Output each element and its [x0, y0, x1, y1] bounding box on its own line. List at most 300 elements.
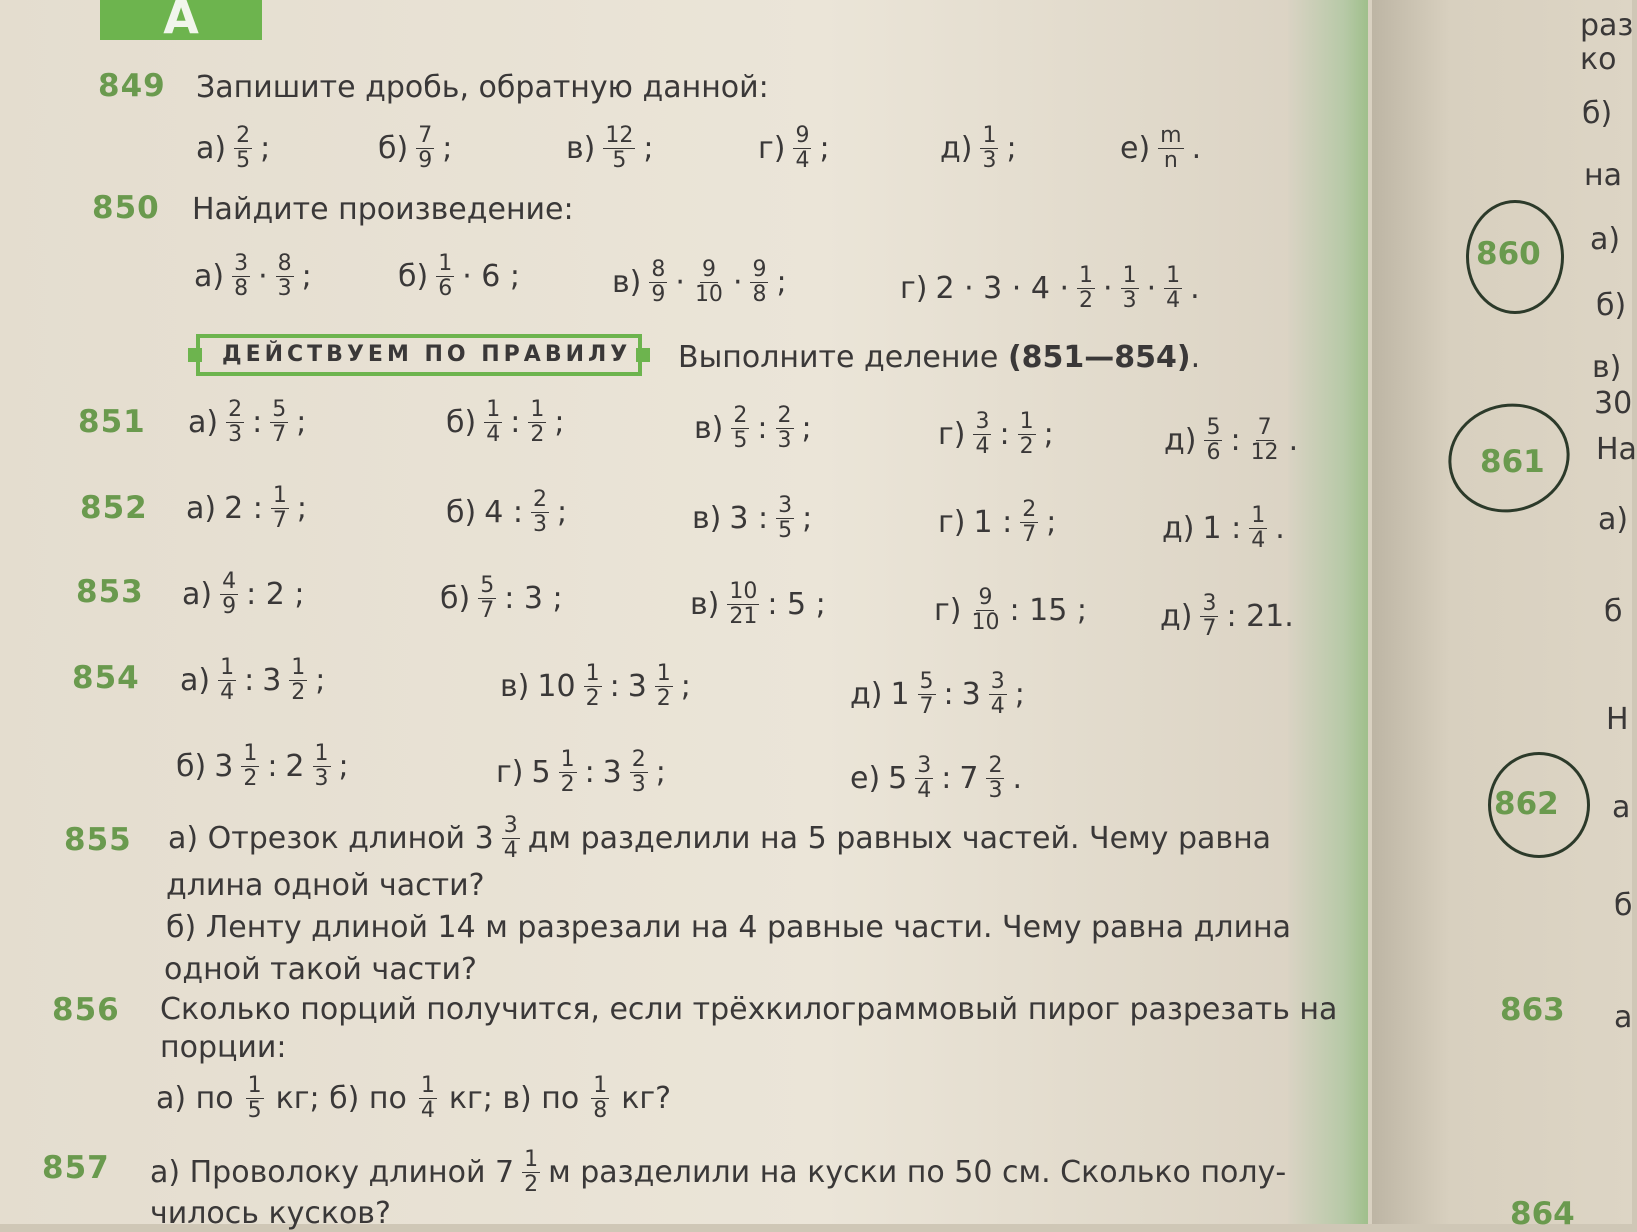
exercise-853-item — [1160, 592, 1294, 641]
fraction — [1018, 410, 1036, 459]
fraction — [1158, 124, 1183, 173]
op: · — [1146, 271, 1157, 306]
fraction — [915, 754, 933, 803]
denominator: 2 — [530, 422, 545, 447]
op: : — [252, 405, 263, 440]
exercise-850-item — [900, 264, 1200, 313]
denominator: n — [1163, 148, 1178, 173]
fraction — [969, 586, 1001, 635]
denominator: 4 — [220, 680, 235, 705]
denominator: 3 — [777, 428, 792, 453]
numerator: 12 — [605, 123, 634, 148]
op: · — [732, 265, 743, 300]
right-fragment: в) — [1592, 350, 1622, 385]
numerator: 2 — [1022, 497, 1037, 522]
numerator: 5 — [480, 573, 495, 598]
section-tab: А — [100, 0, 262, 40]
denominator: 10 — [971, 610, 1000, 635]
right-fragment: а — [1614, 1000, 1633, 1035]
exercise-852-item — [186, 484, 307, 533]
item-label: д) — [1160, 599, 1193, 634]
numerator: 1 — [220, 655, 235, 680]
op: · — [1103, 271, 1113, 306]
numerator: 5 — [919, 669, 934, 694]
problem-855-a-line2: длина одной части? — [166, 868, 485, 903]
exercise-854-item — [176, 742, 349, 791]
right-fragment: На — [1596, 432, 1637, 467]
numerator: 2 — [532, 487, 547, 512]
denominator: 2 — [1019, 434, 1034, 459]
exercise-854-item — [180, 656, 325, 705]
item-label: а) — [188, 405, 219, 440]
problem-856-options — [156, 1074, 671, 1123]
denominator: 9 — [222, 594, 237, 619]
punct: ; — [802, 501, 813, 536]
fraction — [1164, 264, 1182, 313]
denominator: 2 — [291, 680, 306, 705]
fraction — [918, 670, 936, 719]
numerator: 2 — [988, 753, 1003, 778]
denominator: 2 — [656, 686, 671, 711]
exercise-853-item — [934, 586, 1087, 635]
right-fragment: а) — [1590, 222, 1621, 257]
problem-number-850: 850 — [92, 190, 160, 226]
punct: ; — [801, 411, 812, 446]
denominator: 3 — [314, 766, 329, 791]
math-token: ; — [338, 749, 349, 784]
problem-number-860: 860 — [1476, 236, 1541, 272]
item-label: б) — [378, 131, 409, 166]
fraction — [649, 258, 667, 307]
exercise-851-item — [188, 398, 306, 447]
denominator: 7 — [1202, 616, 1217, 641]
punct: ; — [1043, 417, 1054, 452]
numerator: 1 — [560, 747, 575, 772]
denominator: 3 — [982, 148, 997, 173]
problem-number-852: 852 — [80, 490, 148, 526]
problem-855-a-text2: дм разделили на 5 равных частей. Чему равна — [527, 821, 1272, 856]
math-token: : — [941, 761, 952, 796]
problem-850-text: Найдите произведение: — [192, 192, 574, 227]
denominator: 2 — [560, 772, 575, 797]
option-b-text: кг; б) по — [275, 1081, 407, 1116]
numerator: 1 — [314, 741, 329, 766]
numerator: 4 — [222, 569, 237, 594]
problem-855-a-line1 — [168, 814, 1271, 863]
problem-857-text1: а) Проволоку длиной 7 — [150, 1155, 515, 1190]
item-label: а) — [194, 259, 225, 294]
denominator: 5 — [733, 428, 748, 453]
problem-number-849: 849 — [98, 68, 166, 104]
exercise-853-item — [690, 580, 826, 629]
fraction — [218, 656, 236, 705]
fraction — [750, 258, 768, 307]
fraction — [731, 404, 749, 453]
right-fragment: б — [1604, 594, 1623, 629]
exercise-851-item — [1164, 416, 1298, 465]
numerator: 3 — [917, 753, 932, 778]
exercise-849-item — [566, 124, 654, 173]
fraction — [973, 410, 991, 459]
fraction — [655, 662, 673, 711]
numerator: 2 — [236, 123, 251, 148]
numerator: 1 — [420, 1073, 435, 1098]
math-token: 1 — [890, 677, 910, 712]
problem-number-863: 863 — [1500, 992, 1565, 1028]
whole: 4 : — [484, 495, 523, 530]
problem-855-b-line2: одной такой части? — [164, 952, 477, 987]
numerator: 9 — [795, 123, 810, 148]
denominator: 7 — [480, 598, 495, 623]
fraction — [980, 124, 998, 173]
op: : — [1230, 423, 1241, 458]
fraction — [226, 398, 244, 447]
fraction — [986, 754, 1004, 803]
item-label: б) — [440, 581, 471, 616]
fraction — [528, 398, 546, 447]
right-fragment: б) — [1582, 96, 1613, 131]
denominator: 2 — [524, 1172, 539, 1197]
denominator: 9 — [651, 282, 666, 307]
item-label: в) — [500, 669, 530, 704]
rule-instruction — [678, 340, 1200, 375]
numerator: 5 — [1206, 415, 1221, 440]
item-label: а) — [180, 663, 211, 698]
right-fragment: 30 — [1594, 386, 1633, 421]
whole: 1 : — [973, 505, 1013, 540]
numerator: 1 — [243, 741, 258, 766]
fraction — [1249, 504, 1267, 553]
numerator: 3 — [503, 813, 518, 838]
exercise-852-item — [446, 488, 567, 537]
fraction — [246, 1074, 264, 1123]
numerator: 3 — [778, 493, 793, 518]
math-token: : — [584, 755, 595, 790]
fraction — [793, 124, 811, 173]
denominator: 10 — [694, 282, 723, 307]
fraction — [1020, 498, 1038, 547]
right-fragment: б) — [1596, 288, 1627, 323]
exercise-849-item — [758, 124, 830, 173]
denominator: 5 — [778, 518, 793, 543]
numerator: 2 — [733, 403, 748, 428]
exercise-853-item — [182, 570, 304, 619]
denominator: 3 — [532, 512, 547, 537]
item-label: в) — [566, 131, 596, 166]
problem-number-853: 853 — [76, 574, 144, 610]
math-token: 3 — [602, 755, 622, 790]
item-label: а) — [196, 131, 227, 166]
item-label: г) — [938, 505, 966, 540]
numerator: 1 — [593, 1073, 608, 1098]
numerator: 1 — [982, 123, 997, 148]
problem-855-b-line1: б) Ленту длиной 14 м разрезали на 4 равные части. Чему равна длина — [166, 910, 1292, 945]
problem-849-text: Запишите дробь, обратную данной: — [196, 70, 769, 105]
fraction — [584, 662, 602, 711]
numerator: 1 — [1251, 503, 1266, 528]
denominator: 3 — [1122, 288, 1137, 313]
denominator: 6 — [438, 276, 453, 301]
rule-box: ДЕЙСТВУЕМ ПО ПРАВИЛУ — [196, 334, 642, 376]
op: · — [258, 259, 268, 294]
punct: ; — [442, 131, 453, 166]
exercise-853-item — [440, 574, 563, 623]
punct: ; — [556, 495, 568, 530]
fraction — [591, 1074, 609, 1123]
exercise-850-item — [194, 252, 312, 301]
problem-number-864: 864 — [1510, 1196, 1575, 1232]
math-token: 7 — [959, 761, 979, 796]
right-fragment: б — [1614, 888, 1633, 923]
exercise-852-item — [692, 494, 812, 543]
fraction — [419, 1074, 437, 1123]
numerator: 1 — [486, 397, 501, 422]
item-label: в) — [690, 587, 720, 622]
denominator: 2 — [1079, 288, 1094, 313]
fraction — [270, 398, 288, 447]
denominator: 4 — [975, 434, 990, 459]
math-token: ; — [680, 669, 691, 704]
item-label: б) — [176, 749, 207, 784]
denominator: 3 — [228, 422, 243, 447]
op: : — [757, 411, 768, 446]
math-token: ; — [315, 663, 326, 698]
denominator: 4 — [486, 422, 501, 447]
item-label: д) — [940, 131, 973, 166]
problem-857-line1 — [150, 1148, 1286, 1197]
problem-number-856: 856 — [52, 992, 120, 1028]
denominator: 4 — [990, 694, 1005, 719]
problem-856-line1: Сколько порций получится, если трёхкилограммовый пирог разрезать на — [160, 992, 1338, 1027]
punct: . — [1190, 271, 1200, 306]
exercise-851-item — [938, 410, 1054, 459]
exercise-854-item — [850, 670, 1025, 719]
numerator: 8 — [277, 251, 292, 276]
fraction — [727, 580, 759, 629]
denominator: 7 — [272, 508, 287, 533]
op: · — [675, 265, 685, 300]
numerator: 1 — [656, 661, 671, 686]
math-token: : — [943, 677, 954, 712]
numerator: 2 — [631, 747, 646, 772]
item-label: б) — [446, 405, 477, 440]
item-label: е) — [850, 761, 881, 796]
numerator: 1 — [1122, 263, 1137, 288]
numerator: 7 — [418, 123, 433, 148]
exercise-852-item — [938, 498, 1056, 547]
fraction — [630, 748, 648, 797]
fraction — [289, 656, 307, 705]
whole: 2 : — [224, 491, 263, 526]
fraction — [478, 574, 496, 623]
denominator: 2 — [585, 686, 600, 711]
punct: ; — [776, 265, 787, 300]
fraction — [559, 748, 577, 797]
fraction — [234, 124, 252, 173]
numerator: 1 — [585, 661, 600, 686]
numerator: 1 — [530, 397, 545, 422]
numerator: 1 — [272, 483, 287, 508]
rule-end: . — [1190, 340, 1201, 375]
numerator: 2 — [777, 403, 792, 428]
rest: · 6 ; — [462, 259, 521, 294]
punct: ; — [1006, 131, 1017, 166]
fraction — [241, 742, 259, 791]
denominator: 4 — [917, 778, 932, 803]
denominator: 8 — [234, 276, 249, 301]
denominator: 4 — [1166, 288, 1181, 313]
exercise-852-item — [1162, 504, 1285, 553]
denominator: 4 — [795, 148, 810, 173]
fraction — [776, 494, 794, 543]
exercise-849-item — [196, 124, 270, 173]
numerator: 3 — [975, 409, 990, 434]
denominator: 7 — [919, 694, 934, 719]
problem-857-text2: м разделили на куски по 50 см. Сколько полу- — [548, 1155, 1287, 1190]
fraction — [522, 1148, 540, 1197]
punct: ; — [819, 131, 830, 166]
denominator: 3 — [631, 772, 646, 797]
exercise-851-item — [694, 404, 812, 453]
punct: . — [1191, 131, 1202, 166]
denominator: 21 — [729, 604, 758, 629]
math-token: : — [267, 749, 278, 784]
item-label: г) — [938, 417, 966, 452]
denominator: 7 — [1022, 522, 1037, 547]
item-label: а) — [186, 491, 217, 526]
numerator: 9 — [752, 257, 767, 282]
denominator: 5 — [612, 148, 627, 173]
item-label: а) — [182, 577, 213, 612]
math-token: 3 — [961, 677, 981, 712]
denominator: 8 — [593, 1098, 608, 1123]
fraction — [989, 670, 1007, 719]
problem-857-line2: чилось кусков? — [150, 1196, 391, 1231]
numerator: 2 — [228, 397, 243, 422]
rest: : 15 ; — [1009, 593, 1087, 628]
numerator: 7 — [1257, 415, 1272, 440]
problem-number-854: 854 — [72, 660, 140, 696]
item-label: г) — [496, 755, 524, 790]
math-token: : — [244, 663, 255, 698]
punct: ; — [296, 491, 307, 526]
exercise-854-item — [496, 748, 666, 797]
problem-856-line2: порции: — [160, 1030, 287, 1065]
math-token: 5 — [888, 761, 908, 796]
denominator: 4 — [1251, 528, 1266, 553]
option-a-text: а) по — [156, 1081, 234, 1116]
fraction — [484, 398, 502, 447]
right-fragment: раз — [1580, 8, 1634, 43]
fraction — [416, 124, 434, 173]
numerator: 10 — [729, 579, 758, 604]
math-token: 5 — [531, 755, 551, 790]
option-c-text: кг; в) по — [448, 1081, 580, 1116]
math-token: ; — [1014, 677, 1025, 712]
denominator: 5 — [236, 148, 251, 173]
numerator: 3 — [234, 251, 249, 276]
denominator: 2 — [243, 766, 258, 791]
item-label: е) — [1120, 131, 1151, 166]
fraction — [436, 252, 454, 301]
denominator: 3 — [277, 276, 292, 301]
exercise-854-item — [500, 662, 691, 711]
denominator: 8 — [752, 282, 767, 307]
rule-text: Выполните деление — [678, 340, 999, 375]
fraction — [531, 488, 549, 537]
option-end-text: кг? — [621, 1081, 672, 1116]
denominator: 5 — [247, 1098, 262, 1123]
numerator: 1 — [524, 1147, 539, 1172]
rest: : 3 ; — [504, 581, 563, 616]
numerator: 9 — [701, 257, 716, 282]
item-label: г) — [934, 593, 962, 628]
op: : — [510, 405, 521, 440]
problem-855-a-text1: а) Отрезок длиной 3 — [168, 821, 494, 856]
fraction — [502, 814, 520, 863]
problem-number-851: 851 — [78, 404, 146, 440]
prefix: 2 · 3 · 4 · — [935, 271, 1070, 306]
item-label: г) — [900, 271, 928, 306]
exercise-850-item — [398, 252, 520, 301]
item-label: д) — [850, 677, 883, 712]
fraction — [313, 742, 331, 791]
math-token: 3 — [262, 663, 282, 698]
item-label: б) — [398, 259, 429, 294]
denominator: 6 — [1206, 440, 1221, 465]
punct: . — [1275, 511, 1285, 546]
fraction — [1121, 264, 1139, 313]
math-token: : — [609, 669, 620, 704]
fraction — [220, 570, 238, 619]
punct: . — [1288, 423, 1299, 458]
numerator: 1 — [1166, 263, 1181, 288]
numerator: m — [1160, 123, 1182, 148]
math-token: . — [1012, 761, 1023, 796]
math-token: 2 — [285, 749, 305, 784]
fraction — [276, 252, 294, 301]
punct: ; — [301, 259, 312, 294]
math-token: 3 — [214, 749, 234, 784]
exercise-849-item — [940, 124, 1017, 173]
item-label: д) — [1164, 423, 1197, 458]
whole: 3 : — [729, 501, 769, 536]
numerator: 1 — [291, 655, 306, 680]
problem-number-855: 855 — [64, 822, 132, 858]
exercise-854-item — [850, 754, 1022, 803]
denominator: 3 — [988, 778, 1003, 803]
op: : — [999, 417, 1010, 452]
numerator: 1 — [1079, 263, 1094, 288]
numerator: 1 — [438, 251, 453, 276]
punct: ; — [1046, 505, 1057, 540]
item-label: б) — [446, 495, 477, 530]
rest: : 21. — [1226, 599, 1294, 634]
right-fragment: а) — [1598, 502, 1629, 537]
fraction — [776, 404, 794, 453]
exercise-849-item — [1120, 124, 1201, 173]
item-label: в) — [694, 411, 724, 446]
item-label: в) — [612, 265, 642, 300]
numerator: 3 — [1202, 591, 1217, 616]
numerator: 8 — [651, 257, 666, 282]
fraction — [1249, 416, 1281, 465]
right-fragment: ко — [1580, 42, 1617, 77]
exercise-851-item — [446, 398, 564, 447]
whole: 1 : — [1202, 511, 1242, 546]
denominator: 4 — [420, 1098, 435, 1123]
fraction — [1200, 592, 1218, 641]
